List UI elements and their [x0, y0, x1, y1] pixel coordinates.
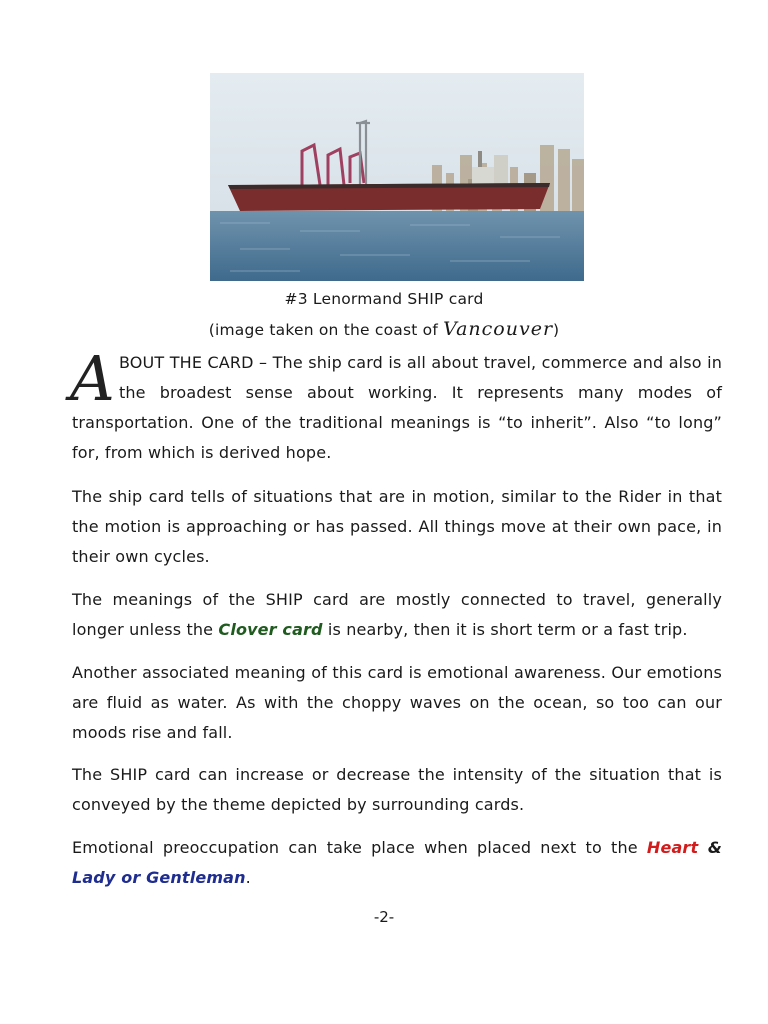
paragraph-text: Emotional preoccupation can take place when placed next to the — [72, 838, 647, 857]
paragraph-text: is nearby, then it is short term or a fast trip. — [322, 620, 688, 639]
paragraph-motion: The ship card tells of situations that are in motion, similar to the Rider in that the motion is approaching or has passed. All things move at their own pace, in their own cycles. — [72, 487, 722, 566]
paragraph-text: . — [245, 868, 251, 887]
ampersand: & — [698, 838, 723, 857]
paragraph-travel — [72, 585, 722, 645]
paragraph-intensity: The SHIP card can increase or decrease the intensity of the situation that is conveyed by the theme depicted by surrounding cards. — [72, 765, 722, 814]
lady-gentleman-highlight: Lady or Gentleman — [72, 868, 246, 887]
paragraph-about-the-card — [70, 342, 722, 468]
dropcap-letter: A — [70, 342, 115, 415]
paragraph-text: BOUT THE CARD – The ship card is all about travel, commerce and also in the broadest sense about working. It represents many modes of transportation. One of the traditional meanings is “to inherit”. Also “to long” for, from which is derived hope. — [72, 353, 722, 462]
caption-place: Vancouver — [443, 318, 554, 340]
page-number: -2- — [373, 908, 395, 926]
paragraph-preoccupation — [72, 833, 722, 893]
caption-subtitle — [0, 318, 768, 340]
caption-prefix: (image taken on the coast of — [208, 321, 444, 339]
caption-suffix: ) — [553, 321, 560, 339]
paragraph-text: The meanings of the SHIP card are mostly connected to travel, generally longer unless the — [72, 590, 722, 639]
caption-title: #3 Lenormand SHIP card — [284, 290, 484, 308]
clover-card-highlight: Clover card — [218, 620, 323, 639]
ship-photo — [210, 73, 584, 281]
heart-highlight: Heart — [646, 838, 699, 857]
paragraph-emotional-awareness: Another associated meaning of this card is emotional awareness. Our emotions are fluid as water. As with the choppy waves on the ocean, so too can our moods rise and fall. — [72, 663, 722, 742]
